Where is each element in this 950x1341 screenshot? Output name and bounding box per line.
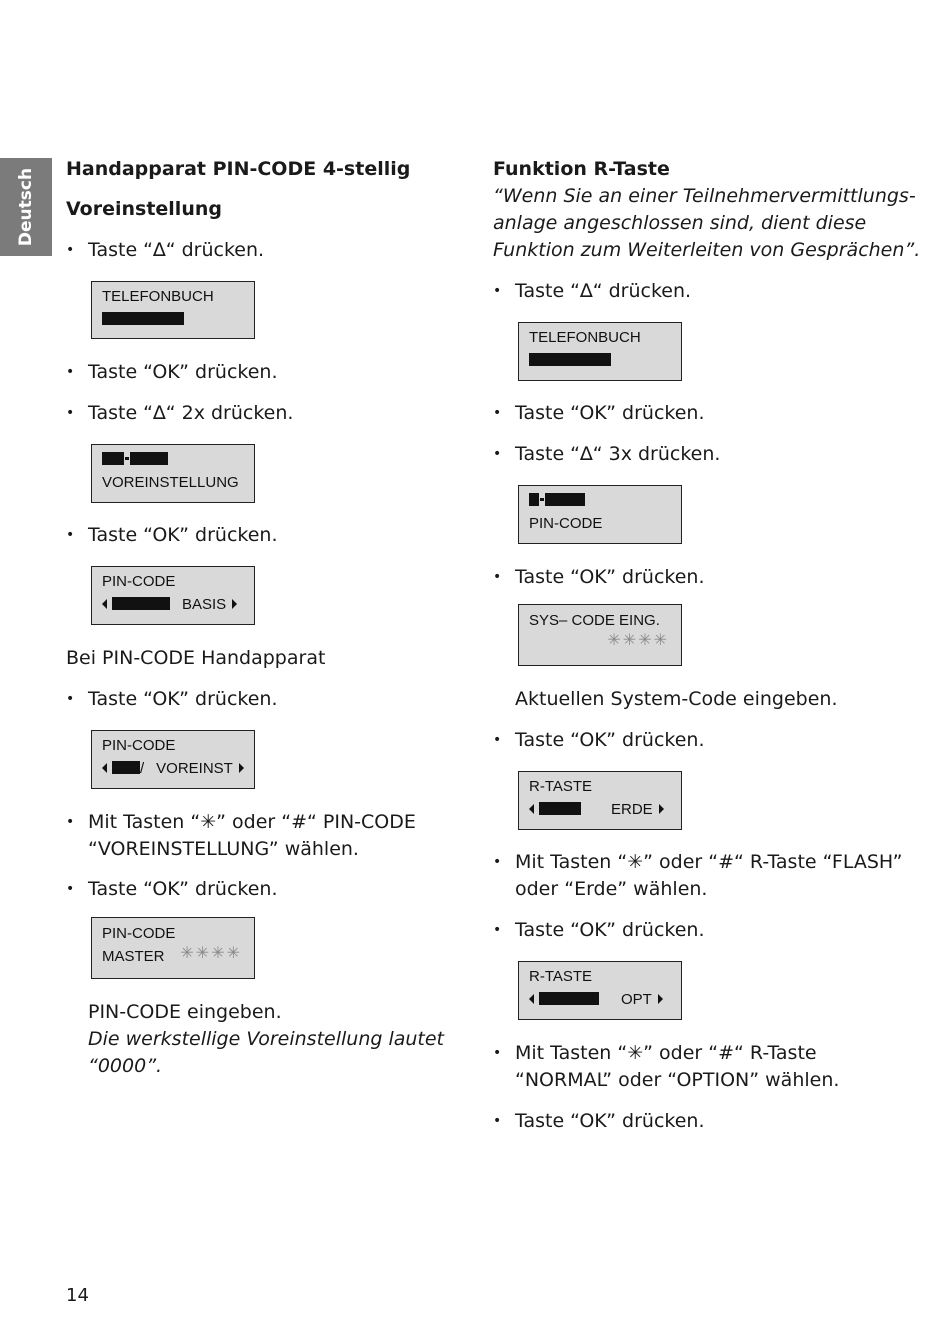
arrow-left-icon: [529, 994, 534, 1004]
language-tab: [0, 158, 52, 256]
left-heading: Handapparat PIN-CODE 4-stellig: [66, 158, 411, 180]
lcd-blocks: [529, 492, 585, 509]
bullet-icon: •: [493, 446, 502, 462]
bullet-icon: •: [493, 405, 502, 421]
bullet-icon: •: [493, 1045, 502, 1061]
instruction-text: PIN-CODE eingeben.: [88, 1001, 282, 1023]
bullet-icon: •: [66, 527, 75, 543]
lcd-blocks: [102, 311, 184, 328]
right-heading: Funktion R-Taste: [493, 158, 670, 180]
lcd-display: PIN-CODE: [518, 485, 682, 544]
page-number: 14: [66, 1285, 89, 1306]
instruction-text: Aktuellen System-Code eingeben.: [515, 688, 838, 710]
arrow-left-icon: [102, 763, 107, 773]
bullet-icon: •: [493, 922, 502, 938]
bullet-icon: •: [66, 405, 75, 421]
lcd-display: VOREINSTELLUNG: [91, 444, 255, 503]
arrow-right-icon: [239, 763, 244, 773]
bullet-icon: •: [66, 364, 75, 380]
bullet-icon: •: [493, 569, 502, 585]
left-subheading: Voreinstellung: [66, 198, 222, 220]
bullet-icon: •: [493, 854, 502, 870]
quote-line: “Wenn Sie an einer Teilnehmervermittlungs-: [493, 185, 916, 207]
lcd-blocks: [102, 451, 168, 468]
quote-line: Funktion zum Weiterleiten von Gesprächen”.: [493, 239, 921, 261]
bullet-icon: •: [66, 242, 75, 258]
arrow-left-icon: [529, 804, 534, 814]
bullet-icon: •: [493, 1113, 502, 1129]
arrow-right-icon: [658, 994, 663, 1004]
note-text: Bei PIN-CODE Handapparat: [66, 647, 326, 669]
bullet-icon: •: [493, 732, 502, 748]
default-value: “0000”.: [88, 1055, 163, 1077]
pin-mask: ✳✳✳✳: [607, 632, 669, 649]
arrow-right-icon: [232, 599, 237, 609]
lcd-display: PIN-CODE / VOREINST: [91, 730, 255, 789]
bullet-icon: •: [66, 691, 75, 707]
bullet-icon: •: [66, 881, 75, 897]
lcd-display: PIN-CODE MASTER ✳✳✳✳: [91, 917, 255, 979]
lcd-display: R-TASTE ERDE: [518, 771, 682, 830]
quote-line: anlage angeschlossen sind, dient diese: [493, 212, 867, 234]
lcd-display: TELEFONBUCH: [91, 281, 255, 339]
language-tab-label: Deutsch: [16, 167, 36, 247]
lcd-display: R-TASTE OPT: [518, 961, 682, 1020]
bullet-icon: •: [66, 814, 75, 830]
lcd-display: PIN-CODE BASIS: [91, 566, 255, 625]
pin-mask: ✳✳✳✳: [180, 945, 242, 962]
lcd-display: SYS– CODE EING. ✳✳✳✳: [518, 604, 682, 666]
arrow-right-icon: [659, 804, 664, 814]
arrow-left-icon: [102, 599, 107, 609]
lcd-blocks: [529, 352, 611, 369]
bullet-icon: •: [493, 283, 502, 299]
default-note: Die werkstellige Voreinstellung lautet: [88, 1028, 445, 1050]
lcd-display: TELEFONBUCH: [518, 322, 682, 381]
